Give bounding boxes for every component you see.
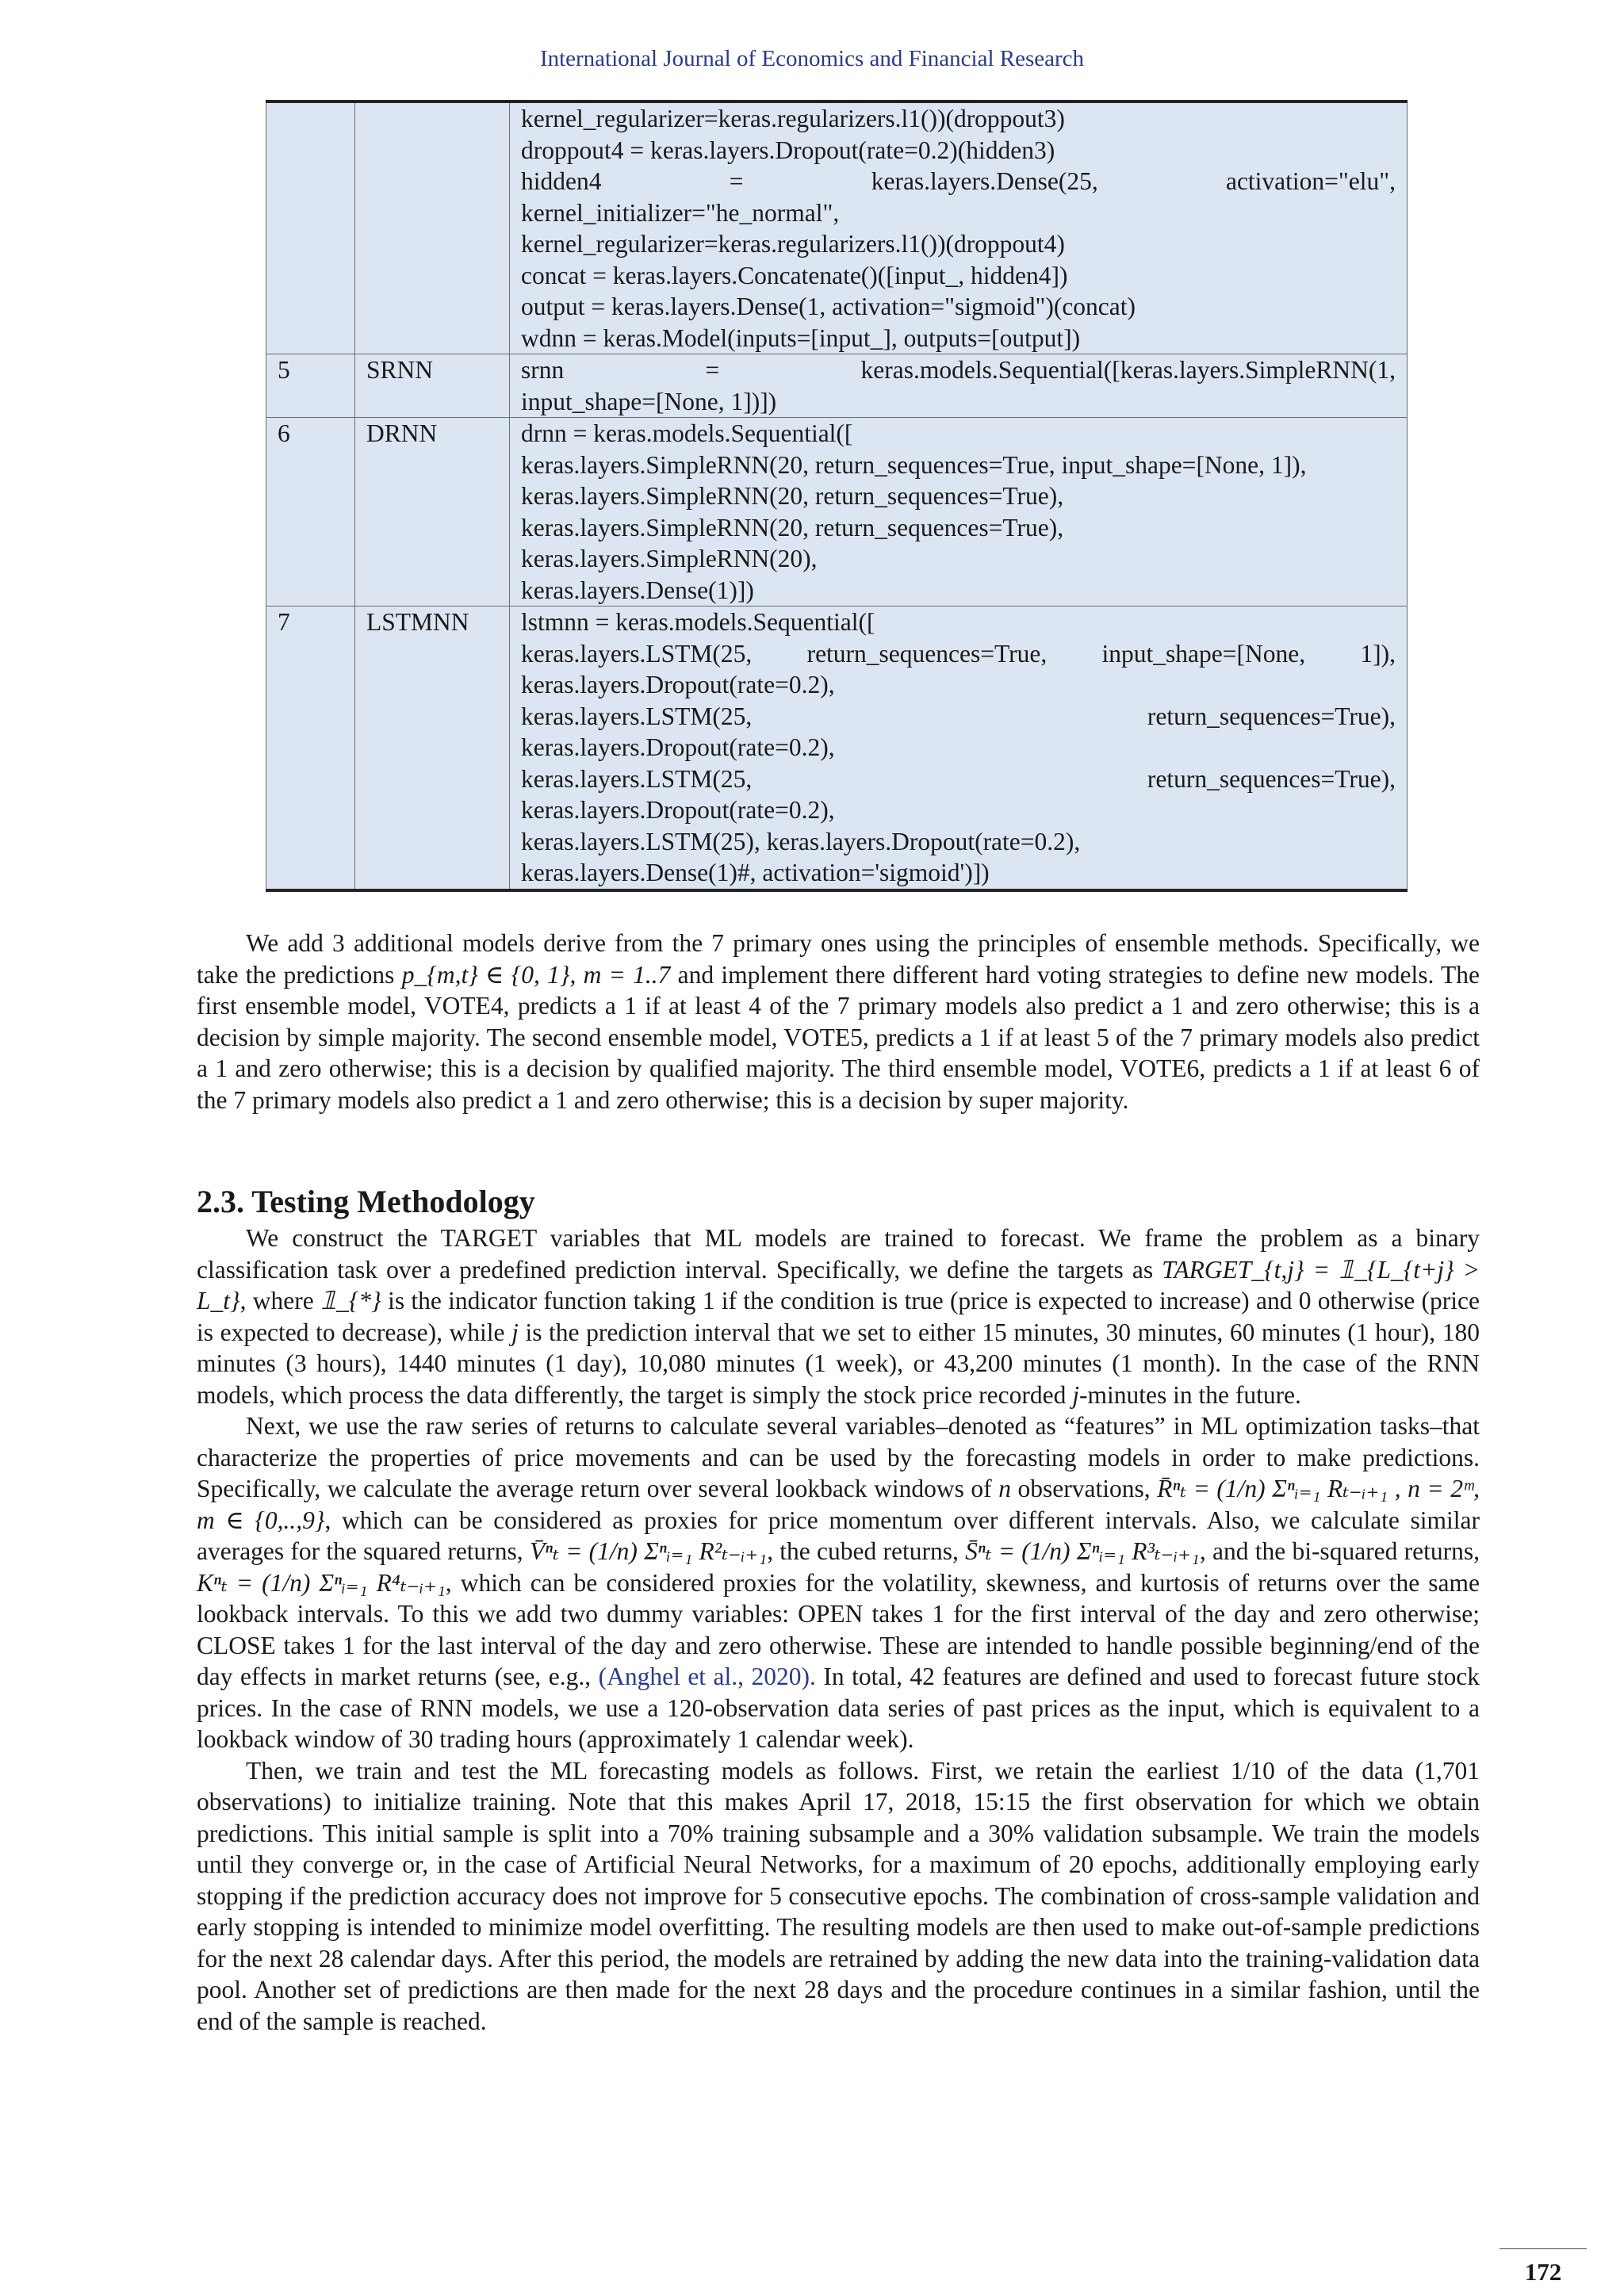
page-number-rule [1500, 2248, 1587, 2249]
code-line: keras.layers.SimpleRNN(20, return_sequences=True), [521, 513, 1064, 541]
table-row [266, 354, 1408, 418]
text-run: is the prediction interval that we set to either 15 minutes, 30 minutes, 60 minutes (1 hour), 180 minutes (3 hours), 1440 minutes (1 day), 10,080 minutes (1 week), or 43,200 minutes (1 month). In the case of the RNN models, which process the data differently, the target is simply the stock price recorded [197, 1318, 1480, 1409]
code-line: hidden4 = keras.layers.Dense(25, activation="elu", [521, 167, 1396, 195]
ensemble-section [197, 928, 1480, 1115]
code-line: keras.layers.Dropout(rate=0.2), [521, 796, 835, 824]
table-row [266, 607, 1408, 890]
math-predictions: p_{m,t} ∈ {0, 1}, m = 1..7 [401, 960, 671, 989]
row-number [266, 101, 355, 354]
text-run: , where [239, 1287, 321, 1314]
row-code [510, 607, 1408, 890]
code-line: wdnn = keras.Model(inputs=[input_], outputs=[output]) [521, 323, 1081, 352]
math-squared-returns: V̄ⁿₜ = (1/n) Σⁿᵢ₌₁ R²ₜ₋ᵢ₊₁ [529, 1537, 768, 1565]
table-row [266, 418, 1408, 607]
math-average-return: R̄ⁿₜ = (1/n) Σⁿᵢ₌₁ Rₜ₋ᵢ₊₁ , n = 2ᵐ, m ∈ {0,..,9} [197, 1475, 1480, 1534]
row-model-name [355, 101, 510, 354]
journal-header: International Journal of Economics and Financial Research [539, 46, 1085, 71]
math-j: j [511, 1318, 519, 1346]
code-line: input_shape=[None, 1])]) [521, 387, 777, 415]
code-line: keras.layers.SimpleRNN(20), [521, 545, 818, 572]
row-code [510, 354, 1408, 418]
text-run: , the cubed returns, [767, 1537, 966, 1565]
text-run: , which can be considered as proxies for price momentum over different intervals. Also, we calculate similar averages for the squared returns, [197, 1506, 1480, 1565]
code-line: concat = keras.layers.Concatenate()([input_, hidden4]) [521, 261, 1068, 289]
text-run: We construct the TARGET variables that ML models are trained to forecast. We frame the problem as a binary classification task over a predefined prediction interval. Specifically, we define the targets as [197, 1224, 1480, 1284]
paragraph-targets [197, 1223, 1480, 1410]
math-cubed-returns: S̄ⁿₜ = (1/n) Σⁿᵢ₌₁ R³ₜ₋ᵢ₊₁ [965, 1537, 1200, 1565]
paragraph-training: Then, we train and test the ML forecasting models as follows. First, we retain the earliest 1/10 of the data (1,701 observations) to initialize training. Note that this makes April 17, 2018, 15:15 the first observation for which we obtain predictions. This initial sample is split into a 70% training subsample and a 30% validation subsample. We train the models until they converge or, in the case of Artificial Neural Networks, for a maximum of 20 epochs, additionally employing early stopping if the prediction accuracy does not improve for 5 consecutive epochs. The combination of cross-sample validation and early stopping is intended to minimize model overfitting. The resulting models are then used to make out-of-sample predictions for the next 28 calendar days. After this period, the models are retrained by adding the new data into the training-validation data pool. Another set of predictions are then made for the next 28 days and the procedure continues in a similar fashion, until the end of the sample is reached. [197, 1756, 1480, 2035]
model-code-table [266, 100, 1408, 892]
code-line: droppout4 = keras.layers.Dropout(rate=0.2)(hidden3) [521, 136, 1055, 164]
row-code [510, 101, 1408, 354]
code-line: keras.layers.Dense(1)#, activation='sigmoid')]) [521, 859, 990, 886]
row-code [510, 418, 1408, 607]
code-line: keras.layers.LSTM(25), keras.layers.Dropout(rate=0.2), [521, 827, 1081, 855]
code-line: keras.layers.LSTM(25, return_sequences=True), [521, 764, 1396, 793]
code-line: keras.layers.Dropout(rate=0.2), [521, 671, 835, 698]
row-number: 5 [266, 354, 355, 418]
code-line: kernel_regularizer=keras.regularizers.l1())(droppout4) [521, 230, 1065, 258]
row-model-name: DRNN [355, 418, 510, 607]
code-line: kernel_regularizer=keras.regularizers.l1())(droppout3) [521, 105, 1065, 132]
code-line: keras.layers.LSTM(25, return_sequences=True), [521, 702, 1396, 730]
ensemble-paragraph [197, 928, 1480, 1115]
text-run: , and the bi-squared returns, [1199, 1537, 1480, 1565]
code-line: keras.layers.SimpleRNN(20, return_sequences=True), [521, 482, 1064, 510]
text-run: Next, we use the raw series of returns to calculate several variables–denoted as “features” in ML optimization tasks–that characterize the properties of price movements and can be used by the forecasting models in order to make predictions. Specifically, we calculate the average return over several lookback windows of [197, 1412, 1480, 1502]
row-number: 6 [266, 418, 355, 607]
code-line: keras.layers.SimpleRNN(20, return_sequences=True, input_shape=[None, 1]), [521, 450, 1307, 479]
code-line: srnn = keras.models.Sequential([keras.layers.SimpleRNN(1, [521, 356, 1396, 384]
table-row [266, 101, 1408, 354]
text-run: is the indicator function taking 1 if the condition is true (price is expected to increase) and 0 otherwise (price is expected to decrease), while [197, 1287, 1480, 1346]
math-j: j [1072, 1380, 1079, 1409]
row-number: 7 [266, 607, 355, 890]
math-target: TARGET_{t,j} = 𝟙_{L_{t+j} > L_t} [197, 1255, 1480, 1314]
text-run: We add 3 additional models derive from the 7 primary ones using the principles of ensemble methods. Specifically, we take the predictions [197, 929, 1480, 989]
math-indicator: 𝟙_{*} [320, 1287, 381, 1314]
code-line: lstmnn = keras.models.Sequential([ [521, 608, 875, 636]
code-line: keras.layers.LSTM(25, return_sequences=True, input_shape=[None, 1]), [521, 639, 1396, 668]
text-run: -minutes in the future. [1078, 1380, 1301, 1409]
math-bisquared-returns: Kⁿₜ = (1/n) Σⁿᵢ₌₁ R⁴ₜ₋ᵢ₊₁ [197, 1568, 446, 1597]
code-line: keras.layers.Dense(1)]) [521, 576, 754, 604]
testing-methodology-section [197, 1223, 1480, 2037]
text-run: , which can be considered proxies for the volatility, skewness, and kurtosis of returns over the same lookback intervals. To this we add two dummy variables: OPEN takes 1 for the first interval of the day and zero otherwise; CLOSE takes 1 for the last interval of the day and zero otherwise. These are intended to handle possible beginning/end of the day effects in market returns (see, e.g., [197, 1568, 1480, 1690]
code-line: kernel_initializer="he_normal", [521, 198, 840, 227]
text-run: In total, 42 features are defined and used to forecast future stock prices. In the case of RNN models, we use a 120-observation data series of past prices as the input, which is equivalent to a lookback window of 30 trading hours (approximately 1 calendar week). [197, 1663, 1480, 1753]
paragraph-features [197, 1410, 1480, 1755]
row-model-name: LSTMNN [355, 607, 510, 890]
math-n: n [998, 1475, 1011, 1502]
code-line: output = keras.layers.Dense(1, activation="sigmoid")(concat) [521, 293, 1136, 320]
text-run: and implement there different hard voting strategies to define new models. The first ensemble model, VOTE4, predicts a 1 if at least 4 of the 7 primary models also predict a 1 and zero otherwise; this is a decision by simple majority. The second ensemble model, VOTE5, predicts a 1 if at least 5 of the 7 primary models also predict a 1 and zero otherwise; this is a decision by qualified majority. The third ensemble model, VOTE6, predicts a 1 if at least 6 of the 7 primary models also predict a 1 and zero otherwise; this is a decision by super majority. [197, 960, 1480, 1114]
code-line: keras.layers.Dropout(rate=0.2), [521, 733, 835, 761]
page-number: 172 [1524, 2258, 1562, 2286]
citation-link[interactable]: (Anghel et al., 2020). [598, 1663, 816, 1690]
code-line: drnn = keras.models.Sequential([ [521, 419, 853, 447]
text-run: observations, [1010, 1475, 1158, 1502]
row-model-name: SRNN [355, 354, 510, 418]
section-heading: 2.3. Testing Methodology [197, 1184, 535, 1219]
